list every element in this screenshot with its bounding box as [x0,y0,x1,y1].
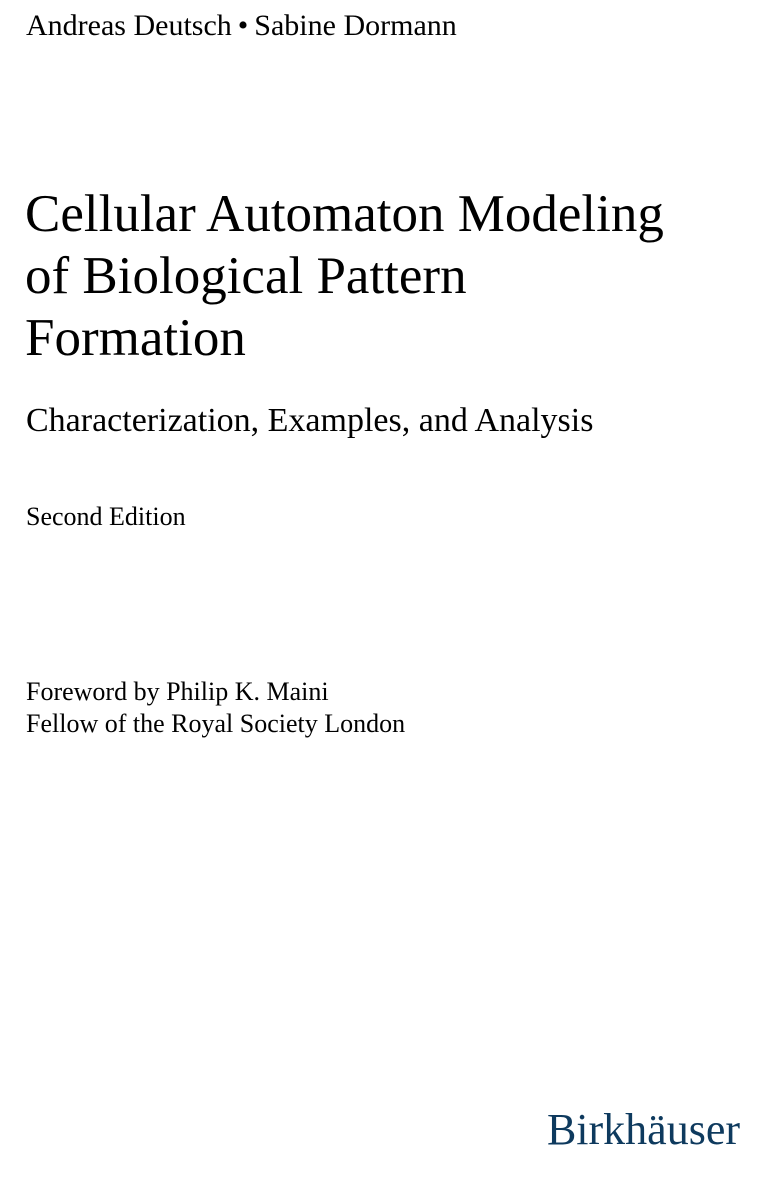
author-line [26,8,457,44]
foreword-author-title: Fellow of the Royal Society London [26,709,406,738]
foreword-credit [26,676,405,740]
author-name: Andreas Deutsch [26,9,232,42]
edition-label: Second Edition [26,502,186,531]
author-name: Sabine Dormann [254,9,457,42]
author-separator: • [237,9,249,42]
publisher-logo: Birkhäuser [546,1105,740,1154]
book-title-line: Cellular Automaton Modeling [25,185,664,243]
book-title-line: of Biological Pattern [25,247,467,305]
book-subtitle: Characterization, Examples, and Analysis [26,402,594,439]
book-title [25,183,755,369]
foreword-author: Foreword by Philip K. Maini [26,677,329,706]
book-title-line: Formation [25,309,246,367]
